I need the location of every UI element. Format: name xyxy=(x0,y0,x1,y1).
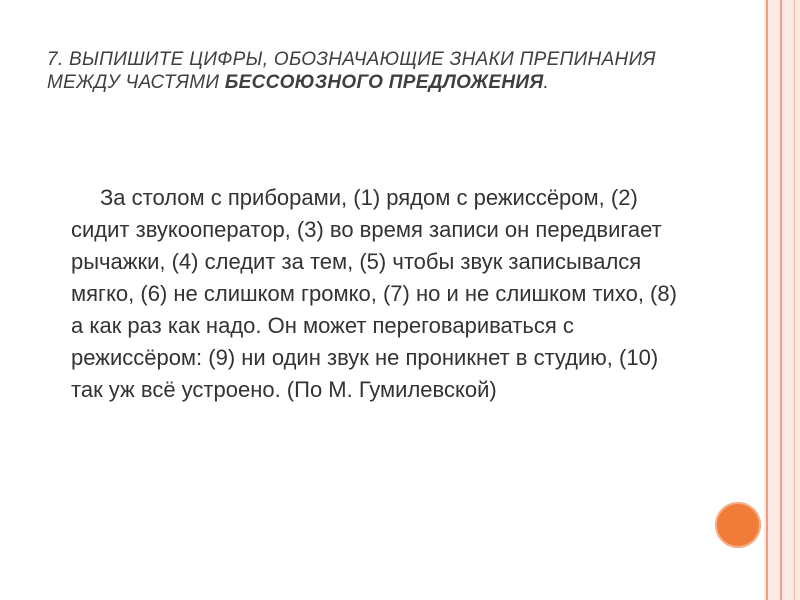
slide-title xyxy=(47,48,687,94)
right-border-line xyxy=(766,0,768,600)
title-bold-text: БЕССОЮЗНОГО ПРЕДЛОЖЕНИЯ xyxy=(224,72,544,93)
orange-circle-decoration xyxy=(715,502,761,548)
title-text: 7. ВЫПИШИТЕ ЦИФРЫ, ОБОЗНАЧАЮЩИЕ ЗНАКИ ПРЕПИНАНИЯ МЕЖДУ ЧАСТЯМИ xyxy=(47,49,656,93)
exercise-text: За столом с приборами, (1) рядом с режиссёром, (2) сидит звукооператор, (3) во время записи он передвигает рычажки, (4) следит за тем, (5) чтобы звук записывался мягко, (6) не слишком громко, (7) но и не слишком тихо, (8) а как раз как надо. Он может переговариваться с режиссёром: (9) ни один звук не проникнет в студию, (10) так уж всё устроено. (По М. Гумилевской) xyxy=(71,185,677,402)
title-end: . xyxy=(543,72,550,93)
right-border-line xyxy=(794,0,795,600)
right-border-line xyxy=(780,0,782,600)
